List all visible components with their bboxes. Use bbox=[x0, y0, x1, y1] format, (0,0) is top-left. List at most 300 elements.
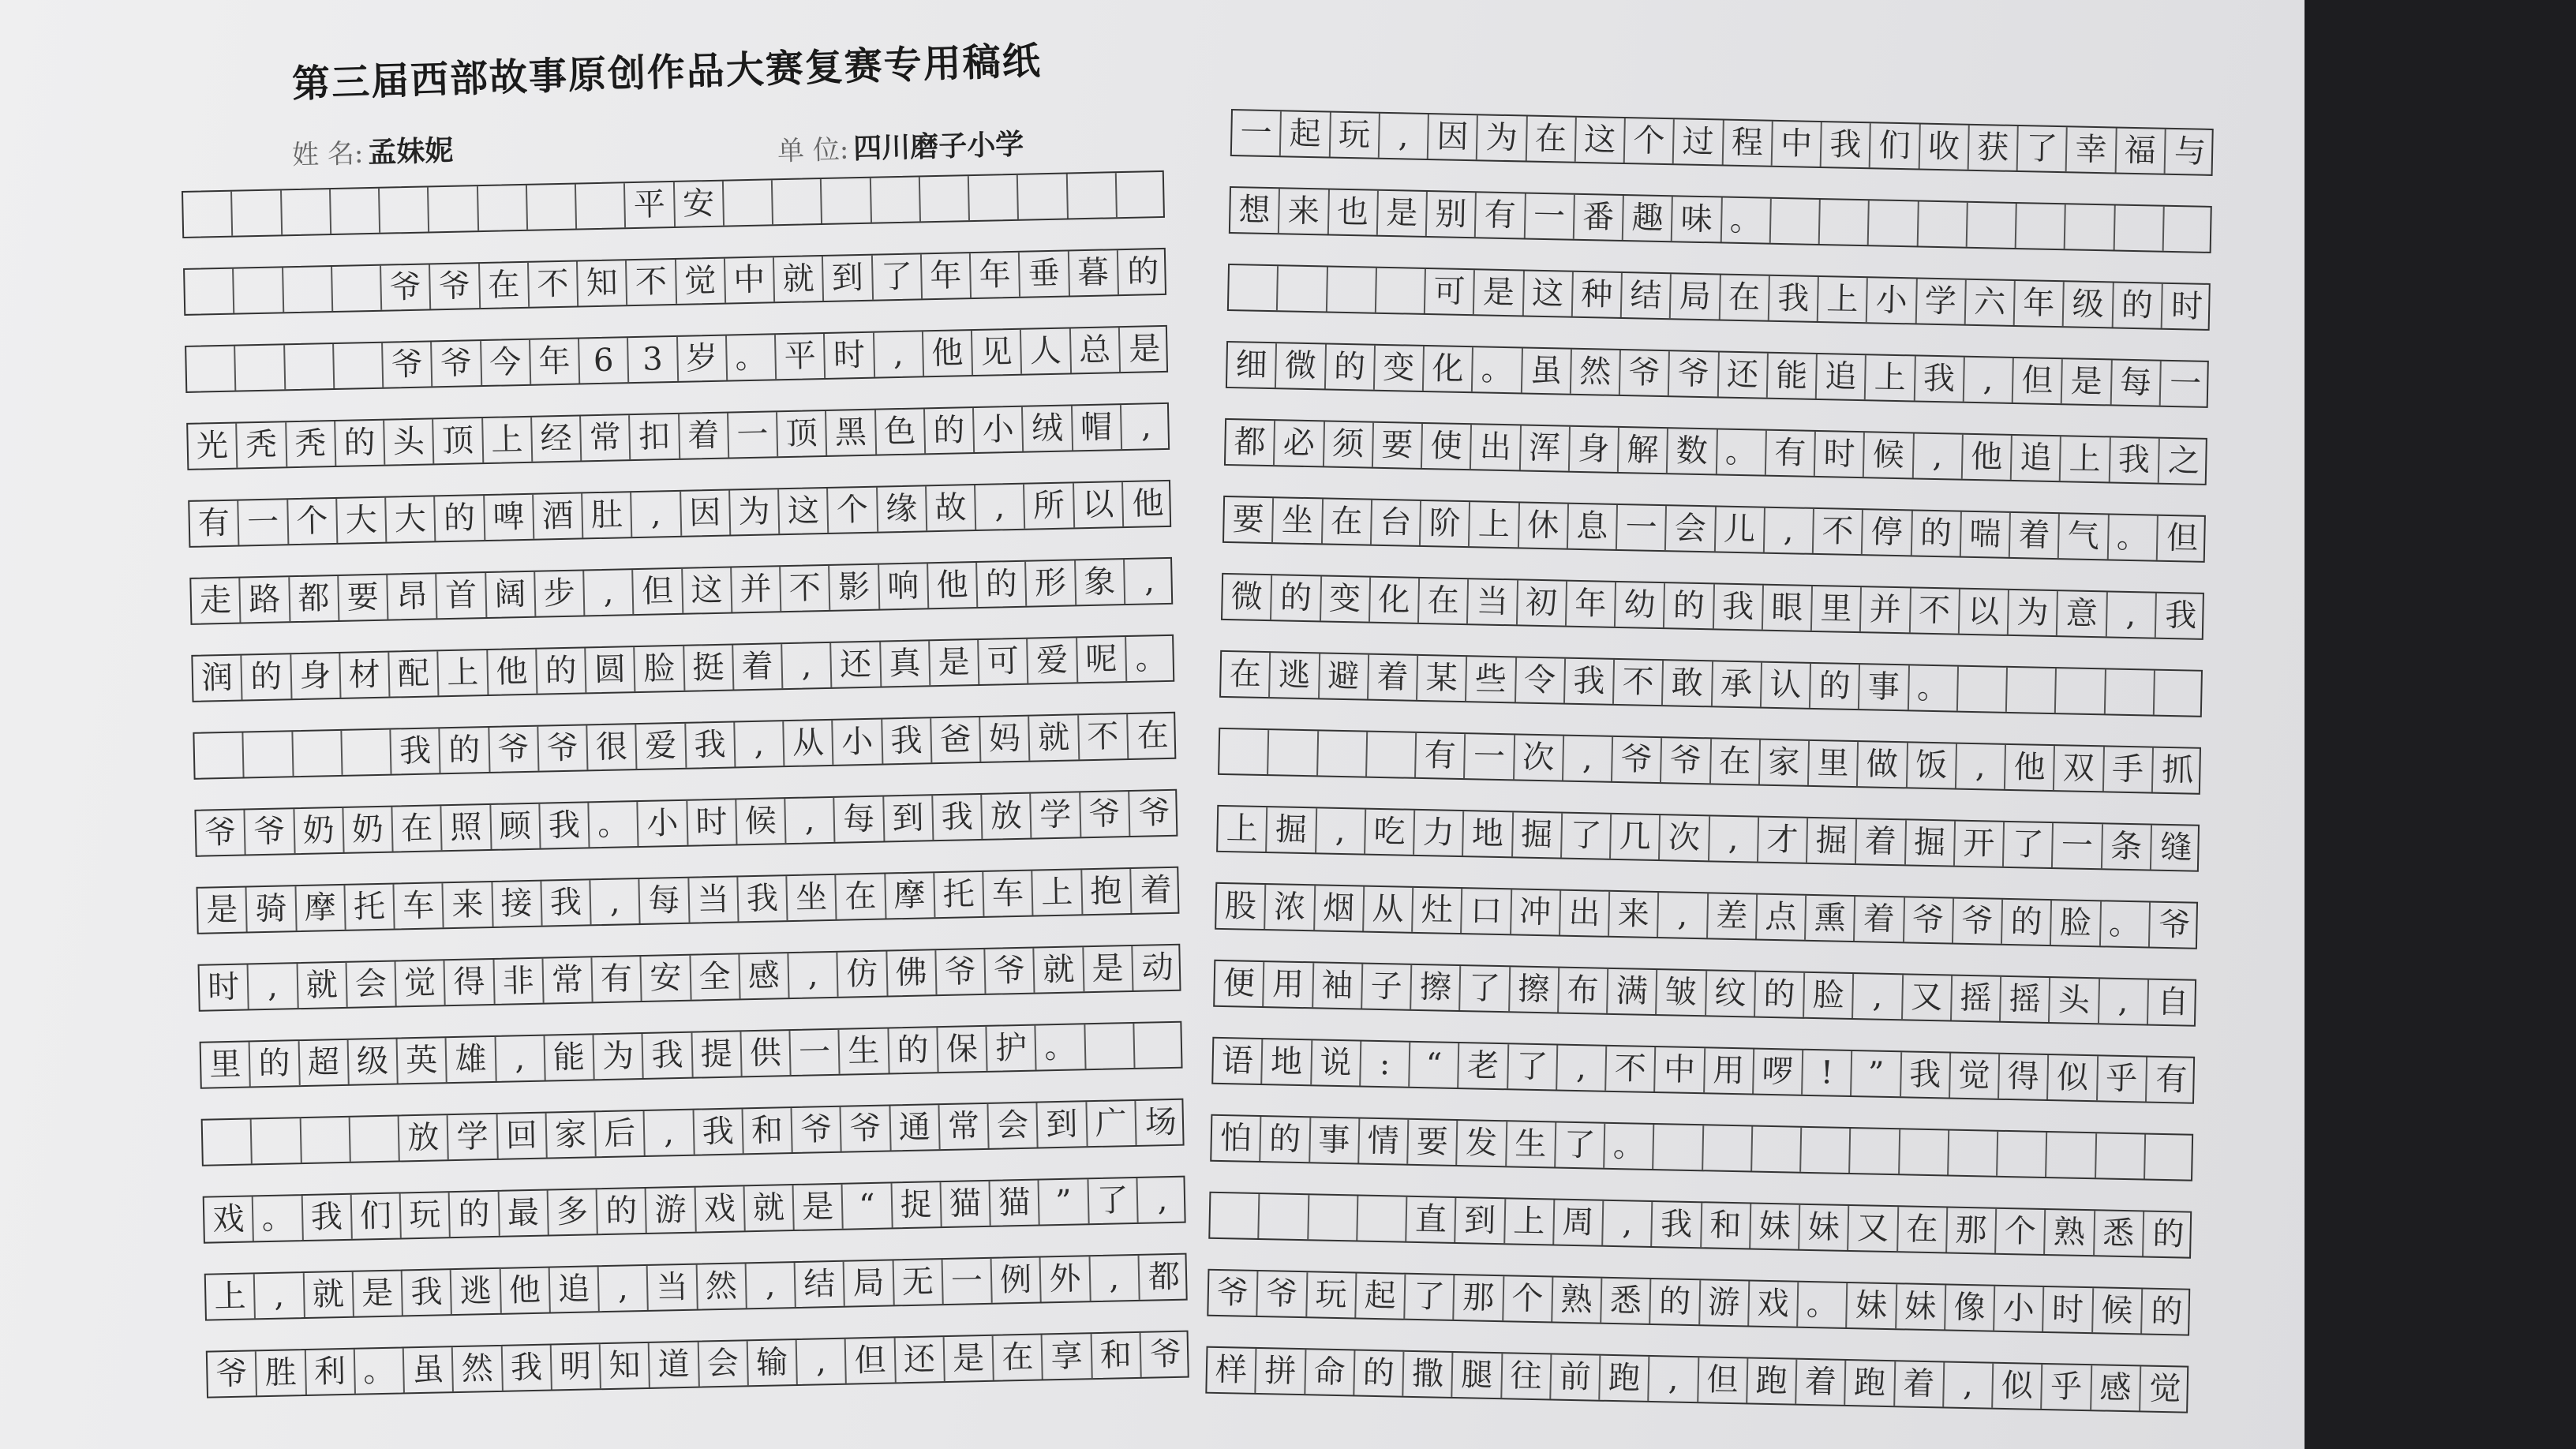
grid-cell: 出 bbox=[1471, 425, 1521, 470]
grid-cell: 他 bbox=[923, 331, 973, 376]
grid-cell: 我 bbox=[1822, 122, 1871, 167]
grid-cell: 他 bbox=[500, 1268, 550, 1313]
grid-cell: 时 bbox=[825, 333, 874, 378]
grid-cell: 浑 bbox=[1520, 425, 1570, 470]
grid-cell: , bbox=[645, 1110, 695, 1155]
grid-cell: 顶 bbox=[433, 418, 483, 463]
grid-cell: 这 bbox=[1523, 271, 1573, 316]
grid-cell: 股 bbox=[1216, 884, 1266, 929]
grid-cell: 一 bbox=[1525, 194, 1574, 239]
grid-cell: 。 bbox=[589, 802, 638, 847]
grid-cell: 初 bbox=[1517, 580, 1567, 625]
grid-cell: 上 bbox=[1818, 277, 1868, 322]
grid-cell: 照 bbox=[442, 805, 492, 850]
grid-cell: 就 bbox=[1035, 947, 1084, 992]
grid-cell: 的 bbox=[1261, 1117, 1311, 1162]
left-grid-row bbox=[198, 944, 1181, 1012]
grid-cell: 6 bbox=[579, 338, 629, 383]
grid-cell: ” bbox=[1039, 1179, 1089, 1224]
grid-cell: 就 bbox=[298, 963, 347, 1008]
grid-cell: 虽 bbox=[1522, 348, 1571, 393]
grid-cell: 有 bbox=[1416, 733, 1466, 778]
grid-cell: 常 bbox=[581, 415, 631, 460]
grid-cell: 我 bbox=[391, 728, 440, 773]
grid-cell: , bbox=[746, 1263, 796, 1308]
grid-cell: ” bbox=[1852, 1051, 1901, 1096]
grid-cell: , bbox=[1157, 1181, 1168, 1219]
grid-cell: 时 bbox=[1815, 432, 1865, 477]
grid-cell: , bbox=[590, 879, 640, 924]
grid-cell: 的 bbox=[1650, 1279, 1700, 1324]
grid-cell: 可 bbox=[979, 639, 1028, 684]
grid-cell: 里 bbox=[1812, 586, 1862, 631]
grid-cell: 觉 bbox=[676, 259, 725, 304]
grid-cell: 化 bbox=[1424, 346, 1473, 391]
grid-cell: 戏 bbox=[204, 1196, 254, 1241]
grid-cell: 口 bbox=[1462, 889, 1511, 934]
grid-cell: 头 bbox=[2050, 978, 2099, 1023]
grid-cell: 福 bbox=[2116, 129, 2166, 174]
grid-cell: 输 bbox=[747, 1340, 797, 1385]
grid-cell: 感 bbox=[2091, 1365, 2141, 1410]
grid-cell: 当 bbox=[689, 877, 739, 922]
grid-cell bbox=[186, 346, 236, 391]
grid-cell: 说 bbox=[1312, 1040, 1361, 1085]
grid-cell bbox=[1117, 172, 1166, 217]
grid-cell: 了 bbox=[1508, 1044, 1558, 1089]
grid-cell: 爷 bbox=[1138, 794, 1171, 832]
grid-cell: 我 bbox=[1713, 584, 1763, 629]
grid-cell: 我 bbox=[502, 1346, 552, 1391]
grid-cell: 后 bbox=[596, 1111, 646, 1156]
grid-cell: , bbox=[1944, 1362, 1994, 1407]
grid-cell: 掘 bbox=[1513, 812, 1563, 857]
grid-cell: 了 bbox=[1405, 1275, 1455, 1320]
grid-cell: 上 bbox=[1470, 502, 1519, 547]
grid-cell: 了 bbox=[2018, 126, 2068, 171]
grid-cell: 我 bbox=[402, 1270, 452, 1315]
grid-cell: 不 bbox=[1606, 1046, 1656, 1091]
grid-cell: 像 bbox=[1945, 1285, 1995, 1330]
grid-cell: 帽 bbox=[1072, 405, 1121, 450]
grid-cell: 了 bbox=[2004, 822, 2054, 867]
grid-cell: 平 bbox=[625, 182, 675, 227]
grid-cell: 乎 bbox=[2098, 1056, 2147, 1101]
left-grid-row bbox=[196, 867, 1179, 934]
grid-cell: “ bbox=[1410, 1043, 1459, 1088]
grid-cell: 熟 bbox=[2045, 1210, 2095, 1255]
grid-cell: 了 bbox=[872, 254, 922, 299]
grid-cell: 布 bbox=[1559, 968, 1608, 1013]
grid-cell: 微 bbox=[1276, 343, 1326, 388]
grid-cell bbox=[2016, 204, 2066, 249]
grid-cell: 故 bbox=[927, 485, 976, 530]
grid-cell: 秃 bbox=[237, 422, 286, 467]
grid-cell: 他 bbox=[1131, 485, 1164, 522]
grid-cell: 爷 bbox=[538, 725, 588, 770]
grid-cell: 息 bbox=[1568, 504, 1618, 549]
grid-cell: 子 bbox=[1362, 964, 1412, 1009]
grid-cell: 的 bbox=[250, 1041, 300, 1086]
grid-cell: 所 bbox=[1024, 483, 1074, 528]
grid-cell: 然 bbox=[1571, 350, 1621, 395]
grid-cell bbox=[429, 186, 478, 231]
grid-cell: 车 bbox=[983, 871, 1033, 916]
grid-cell: 大 bbox=[337, 498, 387, 543]
grid-cell: , bbox=[1913, 433, 1963, 478]
grid-cell: 。 bbox=[1721, 198, 1771, 243]
grid-cell: 之 bbox=[2167, 442, 2200, 480]
grid-cell: 阔 bbox=[486, 572, 536, 617]
grid-cell: 酒 bbox=[534, 493, 583, 538]
grid-cell: 我 bbox=[1565, 659, 1615, 704]
grid-cell: 。 bbox=[727, 335, 777, 380]
grid-cell: 他 bbox=[928, 563, 978, 608]
grid-cell: 和 bbox=[1702, 1203, 1751, 1248]
grid-cell: 事 bbox=[1310, 1118, 1360, 1163]
grid-cell: 。 bbox=[253, 1196, 303, 1241]
grid-cell: 缝 bbox=[2159, 829, 2192, 867]
grid-cell bbox=[969, 175, 1019, 220]
grid-cell: 那 bbox=[1947, 1208, 1997, 1253]
grid-cell bbox=[1268, 730, 1318, 775]
grid-cell: 气 bbox=[2059, 514, 2109, 559]
grid-cell bbox=[477, 185, 527, 230]
right-grid-row bbox=[1207, 1269, 2190, 1336]
grid-cell: 利 bbox=[305, 1350, 355, 1395]
grid-cell: 就 bbox=[744, 1185, 794, 1230]
grid-cell: 仿 bbox=[838, 951, 888, 996]
grid-cell: 的 bbox=[1664, 583, 1714, 628]
grid-cell bbox=[301, 1118, 350, 1163]
grid-cell: 的 bbox=[977, 562, 1027, 607]
grid-cell: 爷 bbox=[1258, 1271, 1308, 1316]
grid-cell: 避 bbox=[1320, 653, 1369, 698]
grid-cell: 在 bbox=[1221, 652, 1271, 697]
grid-cell: 。 bbox=[1135, 639, 1168, 677]
grid-cell: 我 bbox=[933, 795, 983, 840]
grid-cell: 前 bbox=[1551, 1354, 1601, 1399]
grid-cell bbox=[1309, 1195, 1358, 1240]
grid-cell: 走 bbox=[191, 578, 241, 623]
grid-cell bbox=[1653, 1125, 1703, 1170]
grid-cell bbox=[527, 185, 577, 230]
grid-cell: 脸 bbox=[635, 646, 684, 691]
grid-cell: 喘 bbox=[1961, 512, 2011, 557]
grid-cell: 年 bbox=[2015, 281, 2065, 326]
grid-cell: 收 bbox=[1919, 125, 1969, 170]
grid-cell: 的 bbox=[889, 1028, 938, 1073]
grid-cell: 例 bbox=[992, 1257, 1042, 1302]
grid-cell: 着 bbox=[1368, 655, 1418, 700]
grid-cell: 我 bbox=[882, 718, 932, 763]
grid-cell: 掘 bbox=[1267, 807, 1316, 852]
grid-cell: 就 bbox=[1029, 715, 1079, 760]
grid-cell: , bbox=[1658, 893, 1708, 938]
grid-cell: 地 bbox=[1463, 811, 1513, 856]
grid-cell: 玩 bbox=[401, 1193, 451, 1237]
grid-cell: 保 bbox=[938, 1027, 987, 1072]
grid-cell bbox=[773, 179, 822, 224]
grid-cell: 个 bbox=[828, 488, 878, 533]
grid-cell: 爷 bbox=[1612, 737, 1662, 782]
grid-cell: 某 bbox=[1417, 656, 1467, 701]
grid-cell: 见 bbox=[972, 330, 1022, 375]
grid-cell: 过 bbox=[1674, 119, 1724, 164]
grid-cell: , bbox=[599, 1266, 649, 1311]
grid-cell: 微 bbox=[1222, 575, 1272, 620]
grid-cell: 在 bbox=[1136, 717, 1170, 754]
grid-cell: 浓 bbox=[1265, 885, 1315, 930]
grid-cell: 灶 bbox=[1413, 888, 1462, 933]
grid-cell bbox=[283, 267, 333, 312]
grid-cell bbox=[1229, 265, 1279, 310]
grid-cell: 爷 bbox=[489, 727, 539, 772]
grid-cell: 还 bbox=[895, 1337, 945, 1382]
grid-cell: 不 bbox=[627, 260, 676, 305]
grid-cell bbox=[1900, 1129, 1949, 1174]
grid-cell bbox=[2096, 1133, 2146, 1178]
grid-cell: 坐 bbox=[787, 875, 837, 920]
grid-cell bbox=[1918, 202, 1968, 247]
grid-cell: 家 bbox=[1760, 740, 1810, 785]
grid-cell: 道 bbox=[650, 1342, 699, 1387]
grid-cell: 个 bbox=[1625, 118, 1675, 163]
grid-cell: 爷 bbox=[1661, 738, 1711, 783]
grid-cell: 追 bbox=[2012, 436, 2061, 481]
grid-cell: 是 bbox=[198, 887, 248, 932]
grid-cell: 真 bbox=[881, 641, 930, 686]
grid-cell: 佛 bbox=[887, 950, 937, 995]
grid-cell: 我 bbox=[302, 1195, 352, 1240]
grid-cell bbox=[1357, 1196, 1407, 1241]
grid-cell: 是 bbox=[353, 1271, 402, 1316]
grid-cell: 身 bbox=[1570, 427, 1619, 472]
grid-cell: 老 bbox=[1458, 1043, 1508, 1088]
grid-cell: 不 bbox=[1910, 588, 1960, 633]
grid-cell: 的 bbox=[2113, 283, 2162, 328]
grid-cell: 到 bbox=[823, 256, 873, 301]
unit-field bbox=[777, 122, 1024, 169]
grid-cell: 到 bbox=[1455, 1198, 1505, 1243]
grid-cell: 还 bbox=[1718, 352, 1768, 397]
grid-cell: 要 bbox=[1408, 1120, 1458, 1165]
left-grid-row bbox=[203, 1176, 1186, 1244]
grid-cell: 。 bbox=[1473, 347, 1522, 392]
right-grid-row bbox=[1210, 1114, 2193, 1181]
grid-cell: , bbox=[1557, 1046, 1607, 1091]
grid-cell: 熟 bbox=[1552, 1277, 1602, 1322]
grid-cell: 胜 bbox=[256, 1350, 306, 1395]
grid-cell: 3 bbox=[628, 337, 678, 382]
grid-cell: 样 bbox=[1207, 1348, 1256, 1393]
grid-cell: , bbox=[1709, 816, 1759, 861]
grid-cell: 会 bbox=[698, 1341, 748, 1386]
grid-cell: 爱 bbox=[637, 724, 687, 769]
grid-cell: 要 bbox=[1373, 423, 1423, 468]
grid-cell: 个 bbox=[1503, 1276, 1553, 1321]
grid-cell: 腿 bbox=[1453, 1353, 1503, 1398]
grid-cell bbox=[244, 732, 294, 777]
left-grid-row bbox=[193, 712, 1176, 780]
grid-cell bbox=[1958, 667, 2008, 712]
grid-cell: 时 bbox=[687, 799, 737, 844]
grid-cell: 摇 bbox=[2001, 977, 2050, 1022]
grid-cell: 爷 bbox=[208, 1351, 257, 1396]
grid-cell: 常 bbox=[939, 1104, 989, 1149]
grid-cell: 我 bbox=[2164, 597, 2197, 635]
grid-cell: 用 bbox=[1264, 962, 1313, 1007]
grid-cell: 在 bbox=[392, 806, 442, 851]
grid-cell bbox=[1327, 267, 1376, 312]
grid-cell: 饭 bbox=[1907, 743, 1956, 788]
grid-cell: 逃 bbox=[1270, 653, 1320, 698]
grid-cell: 。 bbox=[1604, 1124, 1654, 1169]
grid-cell: 我 bbox=[686, 722, 736, 767]
grid-cell: 的 bbox=[1354, 1350, 1404, 1395]
grid-cell: 数 bbox=[1668, 429, 1717, 474]
grid-cell: 。 bbox=[1908, 665, 1958, 710]
grid-cell: 扣 bbox=[630, 414, 680, 459]
grid-cell: 获 bbox=[1968, 125, 2018, 170]
grid-cell: 事 bbox=[1859, 665, 1909, 710]
grid-cell bbox=[282, 189, 331, 234]
grid-cell bbox=[1219, 729, 1269, 774]
grid-cell: 骑 bbox=[247, 886, 297, 931]
grid-cell: 来 bbox=[444, 882, 493, 927]
grid-cell: 托 bbox=[934, 872, 984, 917]
grid-cell: 悉 bbox=[1601, 1279, 1651, 1324]
grid-cell: 响 bbox=[879, 564, 929, 608]
grid-cell: 认 bbox=[1762, 663, 1811, 708]
grid-cell: 我 bbox=[541, 880, 591, 925]
grid-cell: 爷 bbox=[432, 341, 481, 386]
grid-cell: 味 bbox=[1672, 197, 1722, 242]
grid-cell: , bbox=[735, 721, 784, 766]
grid-cell: 肚 bbox=[582, 492, 632, 537]
grid-cell: , bbox=[1140, 408, 1152, 445]
grid-cell: 场 bbox=[1144, 1103, 1178, 1141]
grid-cell: 顾 bbox=[491, 804, 541, 849]
grid-cell: 小 bbox=[1867, 278, 1917, 323]
grid-cell: 起 bbox=[1356, 1273, 1406, 1318]
grid-cell: 玩 bbox=[1307, 1272, 1357, 1317]
grid-cell: 不 bbox=[1079, 714, 1129, 759]
grid-cell: 条 bbox=[2102, 824, 2151, 869]
grid-cell: 在 bbox=[1720, 275, 1769, 320]
grid-cell: 色 bbox=[876, 409, 926, 454]
grid-cell: 妹 bbox=[1896, 1284, 1946, 1329]
grid-cell: 步 bbox=[535, 571, 585, 616]
grid-cell: 纹 bbox=[1706, 971, 1756, 1016]
grid-cell: 奶 bbox=[294, 808, 344, 853]
grid-cell: 年 bbox=[971, 253, 1020, 298]
grid-cell: 情 bbox=[1359, 1119, 1409, 1164]
grid-cell bbox=[920, 176, 970, 221]
grid-cell: 安 bbox=[674, 182, 724, 227]
grid-cell: 呢 bbox=[1077, 637, 1127, 682]
grid-cell: 放 bbox=[982, 794, 1032, 839]
grid-cell: 袖 bbox=[1313, 963, 1363, 1008]
grid-cell: 爷 bbox=[1208, 1271, 1258, 1316]
grid-cell bbox=[2007, 668, 2057, 713]
grid-cell: 小 bbox=[1994, 1286, 2044, 1331]
grid-cell: 首 bbox=[436, 573, 486, 618]
grid-cell: 点 bbox=[1757, 895, 1807, 940]
grid-cell: , bbox=[2099, 979, 2148, 1024]
grid-cell: 怕 bbox=[1211, 1116, 1261, 1161]
grid-cell: 手 bbox=[2103, 747, 2153, 792]
grid-cell: 爱 bbox=[1028, 638, 1077, 683]
grid-cell: 出 bbox=[1560, 891, 1610, 936]
grid-cell: 小 bbox=[638, 801, 688, 846]
grid-cell: , bbox=[1956, 744, 2006, 789]
grid-cell: 语 bbox=[1213, 1039, 1263, 1084]
grid-cell: 。 bbox=[355, 1348, 405, 1393]
grid-cell: 种 bbox=[1573, 272, 1623, 317]
right-grid-row bbox=[1227, 264, 2211, 331]
left-grid-row bbox=[201, 1099, 1185, 1166]
grid-cell: 似 bbox=[1993, 1364, 2042, 1409]
grid-cell: 常 bbox=[543, 957, 593, 1002]
grid-cell: 休 bbox=[1518, 503, 1568, 548]
grid-cell: 最 bbox=[499, 1191, 549, 1236]
grid-cell: 爷 bbox=[1953, 899, 2003, 944]
grid-cell: 就 bbox=[304, 1272, 354, 1317]
grid-cell bbox=[1998, 1132, 2047, 1177]
grid-cell: 的 bbox=[925, 408, 975, 453]
grid-cell: 们 bbox=[351, 1193, 401, 1238]
grid-cell: 年 bbox=[530, 339, 580, 384]
grid-cell: 那 bbox=[1455, 1275, 1504, 1320]
grid-cell: 为 bbox=[730, 489, 780, 534]
grid-cell: 熏 bbox=[1806, 896, 1855, 941]
grid-cell: 光 bbox=[188, 424, 238, 469]
grid-cell: 为 bbox=[2009, 590, 2058, 635]
grid-cell bbox=[2056, 668, 2106, 713]
grid-cell bbox=[2114, 206, 2164, 251]
grid-cell: 来 bbox=[1609, 892, 1659, 937]
grid-cell: 抱 bbox=[1082, 869, 1132, 914]
grid-cell: 不 bbox=[1814, 509, 1863, 554]
grid-cell: 了 bbox=[1088, 1178, 1138, 1223]
grid-cell: 级 bbox=[348, 1039, 398, 1084]
grid-cell: 不 bbox=[781, 566, 830, 611]
right-grid-row bbox=[1216, 805, 2200, 872]
left-writing-grid bbox=[182, 170, 1190, 1428]
grid-cell: 的 bbox=[1126, 253, 1159, 290]
grid-cell: 在 bbox=[1526, 117, 1576, 162]
grid-cell bbox=[1949, 1131, 1998, 1176]
grid-cell: 用 bbox=[1705, 1048, 1754, 1093]
grid-cell: 里 bbox=[201, 1042, 251, 1087]
grid-cell bbox=[576, 183, 626, 228]
grid-cell: , bbox=[1090, 1256, 1140, 1301]
grid-cell bbox=[2046, 1133, 2096, 1178]
unit-label: 单 位: bbox=[777, 133, 849, 167]
grid-cell: 局 bbox=[1671, 274, 1720, 319]
grid-cell: 爷 bbox=[1669, 351, 1719, 396]
grid-cell bbox=[194, 733, 244, 778]
grid-cell: , bbox=[1144, 563, 1155, 600]
left-grid-row bbox=[185, 325, 1168, 393]
grid-cell: 这 bbox=[779, 489, 829, 534]
grid-cell: 。 bbox=[1036, 1024, 1086, 1069]
grid-cell: 提 bbox=[692, 1032, 742, 1076]
grid-cell: 的 bbox=[537, 648, 586, 693]
grid-cell: 擦 bbox=[1411, 965, 1461, 1010]
grid-cell: 动 bbox=[1141, 949, 1174, 987]
